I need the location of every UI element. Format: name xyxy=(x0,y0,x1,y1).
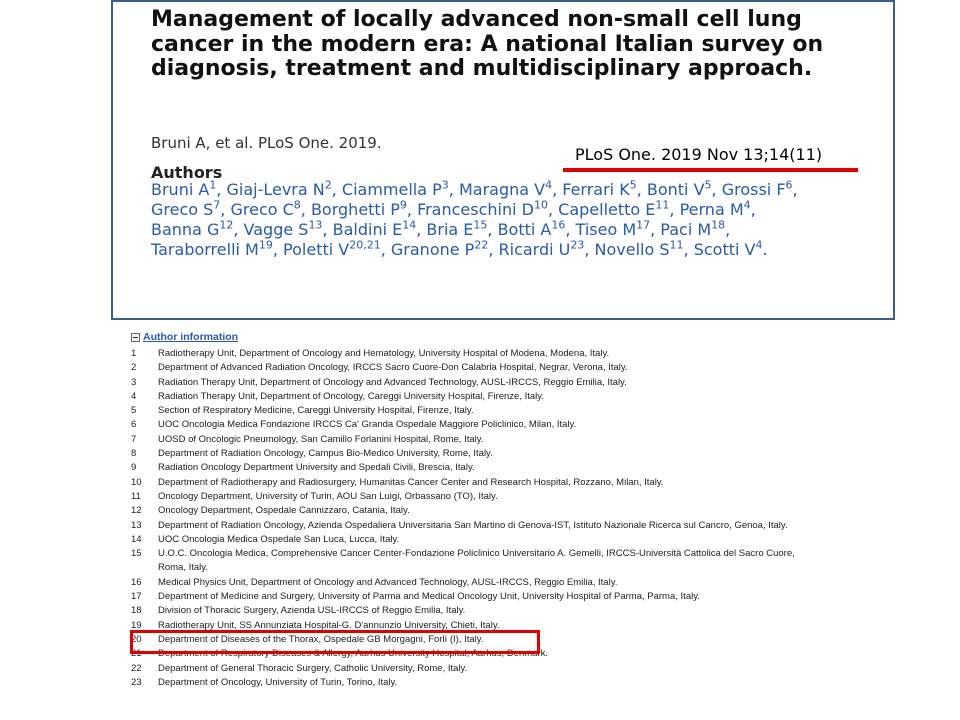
author-affiliation-number: 5 xyxy=(704,178,712,192)
affiliation-text: Department of Radiation Oncology, Campus Bio-Medico University, Rome, Italy. xyxy=(158,448,493,460)
author-affiliation-number: 18 xyxy=(711,218,726,232)
affiliation-number: 2 xyxy=(131,362,137,374)
author-link[interactable]: Greco $S^7$ xyxy=(151,198,221,219)
author-link[interactable]: Franceschini $D^{10}$ xyxy=(417,198,548,219)
affiliation-text: Radiation Therapy Unit, Department of Oncology and Advanced Technology, AUSL-IRCCS, Reggio Emilia, Italy. xyxy=(158,376,627,388)
author-affiliation-number: 22 xyxy=(474,238,489,252)
affiliation-number: 14 xyxy=(131,533,142,545)
affiliation-number: 10 xyxy=(131,476,142,488)
author-affiliation-number: 4 xyxy=(755,238,763,252)
affiliation-row xyxy=(131,433,811,447)
affiliation-number: 22 xyxy=(131,662,142,674)
affiliation-text: Department of Radiotherapy and Radiosurgery, Humanitas Cancer Center and Research Hospital, Rozzano, Milan, Italy. xyxy=(158,476,664,488)
affiliation-number: 11 xyxy=(131,490,141,502)
affiliation-text: Department of Oncology, University of Turin, Torino, Italy. xyxy=(158,676,398,688)
affiliation-number: 1 xyxy=(131,348,137,359)
affiliation-number: 15 xyxy=(131,548,142,560)
affiliation-row xyxy=(131,404,811,418)
paper-title: Management of locally advanced non-small cell lung cancer in the modern era: A national Italian survey on diagnosis, treatment and multidisciplinary approach. xyxy=(151,7,824,81)
affiliation-text: Department of Respiratory Diseases & Allergy, Aarhus University Hospital, Aarhus, Denmark. xyxy=(158,648,549,660)
affiliation-text: Department of Medicine and Surgery, University of Parma and Medical Oncology Unit, University Hospital of Parma, Parma, Italy. xyxy=(158,591,700,603)
author-affiliation-number: 1 xyxy=(209,178,217,192)
author-affiliation-number: 23 xyxy=(570,238,585,252)
affiliation-row xyxy=(131,519,811,533)
affiliation-row xyxy=(131,662,811,676)
affiliation-number: 8 xyxy=(131,448,137,460)
author-affiliation-number: 4 xyxy=(545,178,553,192)
affiliation-row xyxy=(131,447,811,461)
affiliation-text: U.O.C. Oncologia Medica, Comprehensive Cancer Center-Fondazione Policlinico Universitario A. Gemelli, IRCCS-Università Cattolica del Sacro Cuore, Roma, Italy. xyxy=(158,548,795,574)
affiliation-number: 21 xyxy=(131,648,142,660)
affiliation-number: 13 xyxy=(131,519,142,531)
affiliation-number: 18 xyxy=(131,605,142,617)
author-link[interactable]: Scotti $V^4$ xyxy=(693,238,763,259)
author-information-header[interactable] xyxy=(131,330,811,344)
author-link[interactable]: Perna $M^4$ xyxy=(679,198,751,219)
author-affiliation-number: 19 xyxy=(258,238,273,252)
authors-heading: Authors xyxy=(151,163,223,182)
affiliation-number: 20 xyxy=(131,633,142,645)
affiliation-number: 9 xyxy=(131,462,137,474)
author-link[interactable]: Botti $A^{16}$ xyxy=(497,218,566,239)
affiliation-row xyxy=(131,676,811,690)
affiliation-text: Department of Advanced Radiation Oncology, IRCCS Sacro Cuore-Don Calabria Hospital, Negrar, Verona, Italy. xyxy=(158,362,628,374)
author-link[interactable]: Bruni $A^1$ xyxy=(151,178,217,199)
author-link[interactable]: Tiseo $M^{17}$ xyxy=(575,218,651,239)
affiliation-text: Department of Radiation Oncology, Azienda Ospedaliera Universitaria San Martino di Genova-IST, Istituto Nazionale Ricerca sul Cancro, Genoa, Italy. xyxy=(158,519,788,531)
affiliation-row xyxy=(131,604,811,618)
author-affiliation-number: 16 xyxy=(551,218,566,232)
affiliation-number: 6 xyxy=(131,419,137,431)
author-affiliation-number: 12 xyxy=(219,218,234,232)
author-link[interactable]: Greco $C^8$ xyxy=(230,198,301,219)
affiliation-text: Radiotherapy Unit, Department of Oncology and Hematology, University Hospital of Modena, Modena, Italy. xyxy=(158,348,610,359)
author-affiliation-number: 5 xyxy=(629,178,637,192)
author-link[interactable]: Ferrari $K^5$ xyxy=(562,178,637,199)
affiliation-row xyxy=(131,576,811,590)
author-affiliation-number: 7 xyxy=(213,198,221,212)
author-link[interactable]: Bria $E^{15}$ xyxy=(426,218,488,239)
author-affiliation-number: 20,21 xyxy=(349,238,381,252)
author-link[interactable]: Maragna $V^4$ xyxy=(458,178,553,199)
author-link[interactable]: Bonti $V^5$ xyxy=(646,178,712,199)
author-affiliation-number: 4 xyxy=(743,198,751,212)
author-affiliation-number: 9 xyxy=(399,198,407,212)
author-link[interactable]: Capelletto $E^{11}$ xyxy=(558,198,670,219)
affiliation-row xyxy=(131,347,811,361)
affiliation-number: 19 xyxy=(131,619,142,631)
affiliation-number: 4 xyxy=(131,390,137,402)
author-link[interactable]: Ricardi $U^{23}$ xyxy=(498,238,585,259)
affiliation-row xyxy=(131,418,811,432)
author-link[interactable]: Vagge $S^{13}$ xyxy=(243,218,323,239)
author-affiliation-number: 17 xyxy=(636,218,651,232)
author-affiliation-number: 2 xyxy=(324,178,332,192)
affiliation-row xyxy=(131,476,811,490)
author-link[interactable]: Ciammella $P^3$ xyxy=(341,178,449,199)
affiliation-number: 5 xyxy=(131,405,137,417)
author-affiliation-number: 11 xyxy=(669,238,684,252)
authors-list: Bruni $A^1$, Giaj-Levra $N^2$, Ciammella $P^3$, Maragna $V^4$, Ferrari $K^5$, Bonti $V^5$, Grossi $F^6$, Greco $S^7$, Greco $C^8$, Borghetti $P^9$, Franceschini $D^{10}$, Capelletto $E^{11}$, Perna $M^4$, Banna $G^{12}$, Vagge $S^{13}$, Baldini $E^{14}$, Bria $E^{15}$, Botti $A^{16}$, Tiseo $M^{17}$, Paci $M^{18}$, Taraborrelli $M^{19}$, Poletti V$^{20,21}$, Granone $P^{22}$, Ricardi $U^{23}$, Novello $S^{11}$, Scotti $V^4$. xyxy=(151,178,798,259)
author-link[interactable]: Borghetti $P^9$ xyxy=(310,198,407,219)
callout-underline xyxy=(563,168,858,172)
affiliation-number: 23 xyxy=(131,676,142,688)
affiliation-text: Department of General Thoracic Surgery, Catholic University, Rome, Italy. xyxy=(158,662,468,674)
collapse-minus-icon[interactable] xyxy=(131,333,140,342)
affiliation-row xyxy=(131,504,811,518)
affiliation-row xyxy=(131,461,811,475)
affiliation-text: Oncology Department, Ospedale Cannizzaro, Catania, Italy. xyxy=(158,505,410,517)
citation-line: Bruni A, et al. PLoS One. 2019. xyxy=(151,134,382,152)
author-affiliation-number: 6 xyxy=(785,178,793,192)
affiliation-text: Medical Physics Unit, Department of Oncology and Advanced Technology, AUSL-IRCCS, Reggio Emilia, Italy. xyxy=(158,576,618,588)
publication-date-callout: PLoS One. 2019 Nov 13;14(11) xyxy=(575,145,823,164)
author-affiliation-number: 3 xyxy=(441,178,449,192)
author-affiliation-number: 13 xyxy=(308,218,323,232)
author-affiliation-number: 14 xyxy=(402,218,417,232)
affiliation-text: Radiation Therapy Unit, Department of Oncology, Careggi University Hospital, Firenze, Italy. xyxy=(158,390,544,402)
author-information-link[interactable]: Author information xyxy=(143,331,239,343)
affiliation-number: 16 xyxy=(131,576,142,588)
affiliation-text: UOSD of Oncologic Pneumology, San Camillo Forlanini Hospital, Rome, Italy. xyxy=(158,433,484,445)
affiliation-row xyxy=(131,376,811,390)
affiliation-text: Section of Respiratory Medicine, Careggi University Hospital, Firenze, Italy. xyxy=(158,405,474,417)
affiliation-number: 17 xyxy=(131,591,142,603)
author-link[interactable]: Poletti V$^{20,21}$ xyxy=(283,238,381,259)
affiliation-text: UOC Oncologia Medica Fondazione IRCCS Ca' Granda Ospedale Maggiore Policlinico, Milan, Italy. xyxy=(158,419,577,431)
affiliation-text: Division of Thoracic Surgery, Azienda USL-IRCCS of Reggio Emilia, Italy. xyxy=(158,605,466,617)
affiliation-text: UOC Oncologia Medica Ospedale San Luca, Lucca, Italy. xyxy=(158,533,400,545)
author-link[interactable]: Paci $M^{18}$ xyxy=(660,218,726,239)
author-link[interactable]: Taraborrelli $M^{19}$ xyxy=(151,238,273,259)
affiliation-text: Radiotherapy Unit, SS Annunziata Hospital-G. D'annunzio University, Chieti, Italy. xyxy=(158,619,500,631)
affiliation-row xyxy=(131,590,811,604)
author-affiliation-number: 8 xyxy=(293,198,301,212)
author-link[interactable]: Granone $P^{22}$ xyxy=(390,238,489,259)
author-affiliation-number: 15 xyxy=(473,218,488,232)
affiliation-row xyxy=(131,361,811,375)
affiliation-number: 12 xyxy=(131,505,142,517)
affiliation-row xyxy=(131,547,811,576)
affiliation-text: Oncology Department, University of Turin, AOU San Luigi, Orbassano (TO), Italy. xyxy=(158,490,498,502)
affiliation-text: Department of Diseases of the Thorax, Ospedale GB Morgagni, Forlì (I), Italy. xyxy=(158,633,484,645)
affiliation-row xyxy=(131,490,811,504)
affiliation-text: Radiation Oncology Department University and Spedali Civili, Brescia, Italy. xyxy=(158,462,475,474)
affiliation-number: 3 xyxy=(131,376,137,388)
author-affiliation-number: 10 xyxy=(533,198,548,212)
affiliation-number: 7 xyxy=(131,433,137,445)
highlighted-affiliation-box xyxy=(130,630,540,654)
author-link[interactable]: Banna $G^{12}$ xyxy=(151,218,234,239)
author-link[interactable]: Giaj-Levra $N^2$ xyxy=(226,178,332,199)
affiliation-row xyxy=(131,533,811,547)
author-link[interactable]: Baldini $E^{14}$ xyxy=(332,218,417,239)
paper-summary-panel xyxy=(111,0,895,320)
author-link[interactable]: Grossi $F^6$ xyxy=(721,178,793,199)
affiliation-row xyxy=(131,390,811,404)
author-link[interactable]: Novello $S^{11}$ xyxy=(594,238,684,259)
author-affiliation-number: 11 xyxy=(655,198,670,212)
